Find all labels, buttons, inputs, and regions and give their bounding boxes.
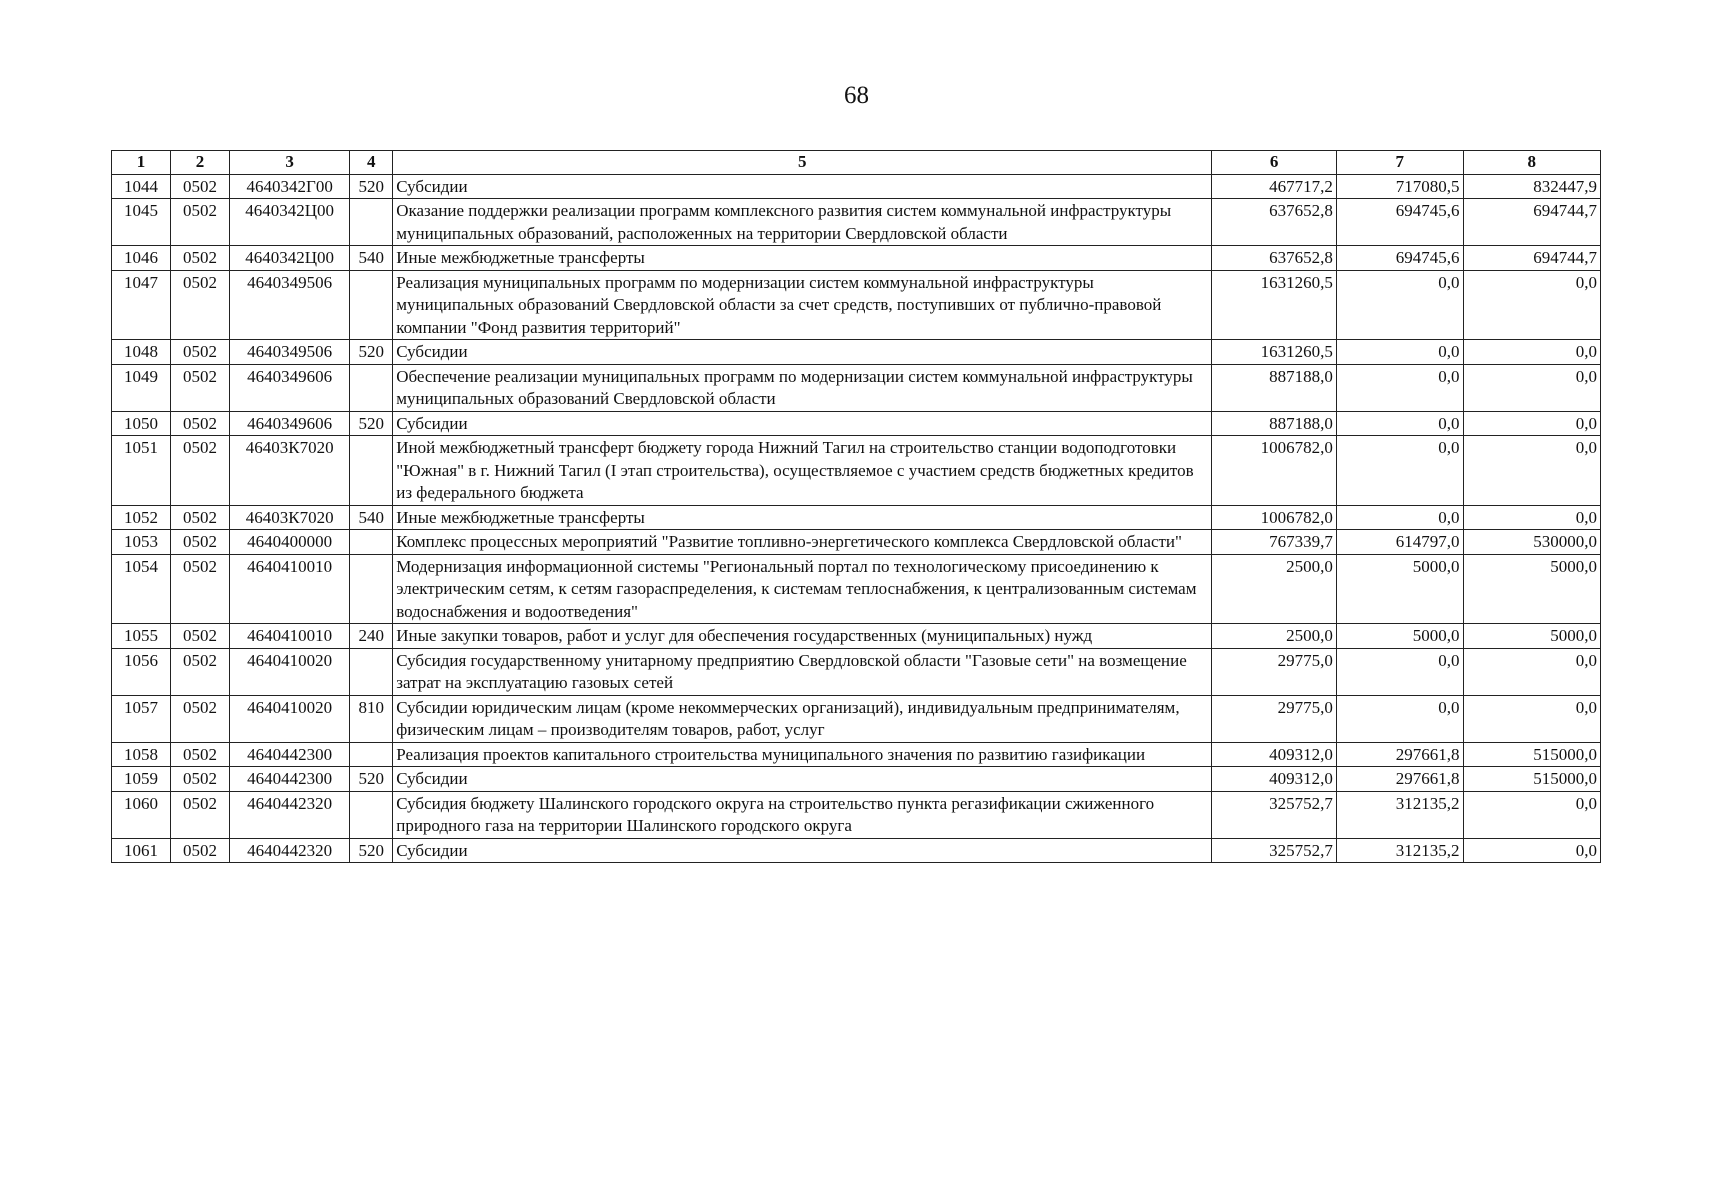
row-number-cell: 1055 [112, 624, 171, 649]
expense-type-cell [350, 554, 393, 624]
description-cell: Комплекс процессных мероприятий "Развитие топливно-энергетического комплекса Свердловской области" [393, 530, 1212, 555]
description-cell: Иной межбюджетный трансферт бюджету города Нижний Тагил на строительство станции водоподготовки "Южная" в г. Нижний Тагил (I этап строительства), осуществляемое с участием средств бюджетных кредитов из федерального бюджета [393, 436, 1212, 506]
amount-cell-col6: 29775,0 [1212, 648, 1337, 695]
amount-cell-col8: 515000,0 [1463, 742, 1600, 767]
target-code-cell: 46403К7020 [230, 505, 350, 530]
amount-cell-col7: 694745,6 [1336, 199, 1463, 246]
row-number-cell: 1061 [112, 838, 171, 863]
target-code-cell: 46403К7020 [230, 436, 350, 506]
table-row [112, 767, 1601, 792]
row-number-cell: 1057 [112, 695, 171, 742]
description-cell: Обеспечение реализации муниципальных программ по модернизации систем коммунальной инфраструктуры муниципальных образований Свердловской области [393, 364, 1212, 411]
expense-type-cell [350, 530, 393, 555]
section-code-cell: 0502 [171, 530, 230, 555]
column-header: 7 [1336, 151, 1463, 175]
row-number-cell: 1045 [112, 199, 171, 246]
target-code-cell: 4640410020 [230, 648, 350, 695]
amount-cell-col6: 29775,0 [1212, 695, 1337, 742]
amount-cell-col8: 515000,0 [1463, 767, 1600, 792]
section-code-cell: 0502 [171, 436, 230, 506]
amount-cell-col6: 1006782,0 [1212, 436, 1337, 506]
table-row [112, 174, 1601, 199]
page-number: 68 [844, 82, 869, 109]
amount-cell-col6: 767339,7 [1212, 530, 1337, 555]
amount-cell-col8: 5000,0 [1463, 624, 1600, 649]
expense-type-cell [350, 791, 393, 838]
description-cell: Оказание поддержки реализации программ комплексного развития систем коммунальной инфраструктуры муниципальных образований, расположенных на территории Свердловской области [393, 199, 1212, 246]
amount-cell-col7: 5000,0 [1336, 554, 1463, 624]
amount-cell-col6: 1006782,0 [1212, 505, 1337, 530]
row-number-cell: 1056 [112, 648, 171, 695]
amount-cell-col6: 2500,0 [1212, 624, 1337, 649]
description-cell: Иные межбюджетные трансферты [393, 246, 1212, 271]
target-code-cell: 4640442300 [230, 767, 350, 792]
expense-type-cell [350, 742, 393, 767]
amount-cell-col6: 2500,0 [1212, 554, 1337, 624]
column-header: 6 [1212, 151, 1337, 175]
table-header [112, 151, 1601, 175]
row-number-cell: 1058 [112, 742, 171, 767]
amount-cell-col7: 0,0 [1336, 648, 1463, 695]
section-code-cell: 0502 [171, 340, 230, 365]
table-row [112, 270, 1601, 340]
expense-type-cell: 520 [350, 838, 393, 863]
target-code-cell: 4640400000 [230, 530, 350, 555]
target-code-cell: 4640349606 [230, 364, 350, 411]
description-cell: Модернизация информационной системы "Региональный портал по технологическому присоединению к электрическим сетям, к сетям газораспределения, к системам теплоснабжения, к централизованным системам водоснабжения и водоотведения" [393, 554, 1212, 624]
description-cell: Субсидии [393, 838, 1212, 863]
section-code-cell: 0502 [171, 742, 230, 767]
section-code-cell: 0502 [171, 767, 230, 792]
amount-cell-col8: 694744,7 [1463, 199, 1600, 246]
column-header: 8 [1463, 151, 1600, 175]
table-row [112, 340, 1601, 365]
table-row [112, 791, 1601, 838]
amount-cell-col7: 0,0 [1336, 340, 1463, 365]
description-cell: Реализация проектов капитального строительства муниципального значения по развитию газификации [393, 742, 1212, 767]
amount-cell-col7: 297661,8 [1336, 767, 1463, 792]
amount-cell-col8: 5000,0 [1463, 554, 1600, 624]
row-number-cell: 1052 [112, 505, 171, 530]
description-cell: Иные закупки товаров, работ и услуг для обеспечения государственных (муниципальных) нужд [393, 624, 1212, 649]
table-row [112, 436, 1601, 506]
expense-type-cell: 540 [350, 505, 393, 530]
amount-cell-col6: 887188,0 [1212, 364, 1337, 411]
amount-cell-col7: 717080,5 [1336, 174, 1463, 199]
target-code-cell: 4640410010 [230, 554, 350, 624]
amount-cell-col8: 530000,0 [1463, 530, 1600, 555]
description-cell: Субсидия государственному унитарному предприятию Свердловской области "Газовые сети" на возмещение затрат на эксплуатацию газовых сетей [393, 648, 1212, 695]
target-code-cell: 4640442320 [230, 791, 350, 838]
row-number-cell: 1044 [112, 174, 171, 199]
amount-cell-col7: 312135,2 [1336, 838, 1463, 863]
section-code-cell: 0502 [171, 791, 230, 838]
table-row [112, 411, 1601, 436]
amount-cell-col7: 0,0 [1336, 270, 1463, 340]
row-number-cell: 1051 [112, 436, 171, 506]
table-row [112, 246, 1601, 271]
amount-cell-col6: 409312,0 [1212, 767, 1337, 792]
amount-cell-col8: 0,0 [1463, 791, 1600, 838]
amount-cell-col6: 887188,0 [1212, 411, 1337, 436]
amount-cell-col8: 0,0 [1463, 648, 1600, 695]
amount-cell-col6: 467717,2 [1212, 174, 1337, 199]
table-row [112, 648, 1601, 695]
row-number-cell: 1054 [112, 554, 171, 624]
amount-cell-col6: 637652,8 [1212, 246, 1337, 271]
amount-cell-col8: 694744,7 [1463, 246, 1600, 271]
section-code-cell: 0502 [171, 364, 230, 411]
amount-cell-col6: 325752,7 [1212, 791, 1337, 838]
amount-cell-col7: 0,0 [1336, 505, 1463, 530]
amount-cell-col6: 409312,0 [1212, 742, 1337, 767]
description-cell: Субсидия бюджету Шалинского городского округа на строительство пункта регазификации сжиженного природного газа на территории Шалинского городского округа [393, 791, 1212, 838]
expense-type-cell: 240 [350, 624, 393, 649]
amount-cell-col8: 0,0 [1463, 436, 1600, 506]
target-code-cell: 4640442300 [230, 742, 350, 767]
section-code-cell: 0502 [171, 624, 230, 649]
amount-cell-col6: 325752,7 [1212, 838, 1337, 863]
section-code-cell: 0502 [171, 554, 230, 624]
expense-type-cell: 810 [350, 695, 393, 742]
target-code-cell: 4640410010 [230, 624, 350, 649]
table-row [112, 554, 1601, 624]
section-code-cell: 0502 [171, 648, 230, 695]
target-code-cell: 4640442320 [230, 838, 350, 863]
amount-cell-col8: 0,0 [1463, 838, 1600, 863]
table-row [112, 530, 1601, 555]
description-cell: Субсидии [393, 411, 1212, 436]
section-code-cell: 0502 [171, 199, 230, 246]
table-row [112, 695, 1601, 742]
expense-type-cell [350, 364, 393, 411]
amount-cell-col7: 694745,6 [1336, 246, 1463, 271]
target-code-cell: 4640349606 [230, 411, 350, 436]
section-code-cell: 0502 [171, 695, 230, 742]
column-header: 1 [112, 151, 171, 175]
row-number-cell: 1060 [112, 791, 171, 838]
expense-type-cell: 520 [350, 767, 393, 792]
description-cell: Реализация муниципальных программ по модернизации систем коммунальной инфраструктуры муниципальных образований Свердловской области за счет средств, поступивших от публично-правовой компании "Фонд развития территорий" [393, 270, 1212, 340]
row-number-cell: 1047 [112, 270, 171, 340]
amount-cell-col7: 0,0 [1336, 695, 1463, 742]
table-row [112, 505, 1601, 530]
amount-cell-col6: 1631260,5 [1212, 270, 1337, 340]
target-code-cell: 4640349506 [230, 340, 350, 365]
column-header: 5 [393, 151, 1212, 175]
expense-type-cell [350, 270, 393, 340]
amount-cell-col8: 0,0 [1463, 695, 1600, 742]
expense-type-cell: 520 [350, 174, 393, 199]
row-number-cell: 1046 [112, 246, 171, 271]
amount-cell-col7: 0,0 [1336, 364, 1463, 411]
target-code-cell: 4640349506 [230, 270, 350, 340]
table-row [112, 742, 1601, 767]
description-cell: Субсидии [393, 174, 1212, 199]
expense-type-cell: 520 [350, 411, 393, 436]
description-cell: Субсидии [393, 767, 1212, 792]
amount-cell-col8: 0,0 [1463, 411, 1600, 436]
expense-type-cell: 520 [350, 340, 393, 365]
amount-cell-col8: 832447,9 [1463, 174, 1600, 199]
table-row [112, 364, 1601, 411]
column-header: 2 [171, 151, 230, 175]
amount-cell-col7: 312135,2 [1336, 791, 1463, 838]
amount-cell-col8: 0,0 [1463, 364, 1600, 411]
section-code-cell: 0502 [171, 270, 230, 340]
section-code-cell: 0502 [171, 505, 230, 530]
row-number-cell: 1050 [112, 411, 171, 436]
amount-cell-col7: 0,0 [1336, 436, 1463, 506]
row-number-cell: 1059 [112, 767, 171, 792]
amount-cell-col7: 297661,8 [1336, 742, 1463, 767]
section-code-cell: 0502 [171, 174, 230, 199]
header-row [112, 151, 1601, 175]
column-header: 4 [350, 151, 393, 175]
row-number-cell: 1049 [112, 364, 171, 411]
budget-table [111, 150, 1601, 863]
table-body [112, 174, 1601, 863]
amount-cell-col8: 0,0 [1463, 340, 1600, 365]
row-number-cell: 1048 [112, 340, 171, 365]
table-row [112, 838, 1601, 863]
target-code-cell: 4640342Ц00 [230, 199, 350, 246]
amount-cell-col8: 0,0 [1463, 270, 1600, 340]
section-code-cell: 0502 [171, 246, 230, 271]
amount-cell-col7: 614797,0 [1336, 530, 1463, 555]
target-code-cell: 4640342Ц00 [230, 246, 350, 271]
amount-cell-col7: 5000,0 [1336, 624, 1463, 649]
amount-cell-col6: 637652,8 [1212, 199, 1337, 246]
expense-type-cell [350, 199, 393, 246]
amount-cell-col8: 0,0 [1463, 505, 1600, 530]
section-code-cell: 0502 [171, 411, 230, 436]
expense-type-cell: 540 [350, 246, 393, 271]
amount-cell-col6: 1631260,5 [1212, 340, 1337, 365]
description-cell: Иные межбюджетные трансферты [393, 505, 1212, 530]
expense-type-cell [350, 648, 393, 695]
table-row [112, 624, 1601, 649]
section-code-cell: 0502 [171, 838, 230, 863]
row-number-cell: 1053 [112, 530, 171, 555]
description-cell: Субсидии юридическим лицам (кроме некоммерческих организаций), индивидуальным предпринимателям, физическим лицам – производителям товаров, работ, услуг [393, 695, 1212, 742]
table-row [112, 199, 1601, 246]
column-header: 3 [230, 151, 350, 175]
target-code-cell: 4640342Г00 [230, 174, 350, 199]
description-cell: Субсидии [393, 340, 1212, 365]
expense-type-cell [350, 436, 393, 506]
amount-cell-col7: 0,0 [1336, 411, 1463, 436]
target-code-cell: 4640410020 [230, 695, 350, 742]
